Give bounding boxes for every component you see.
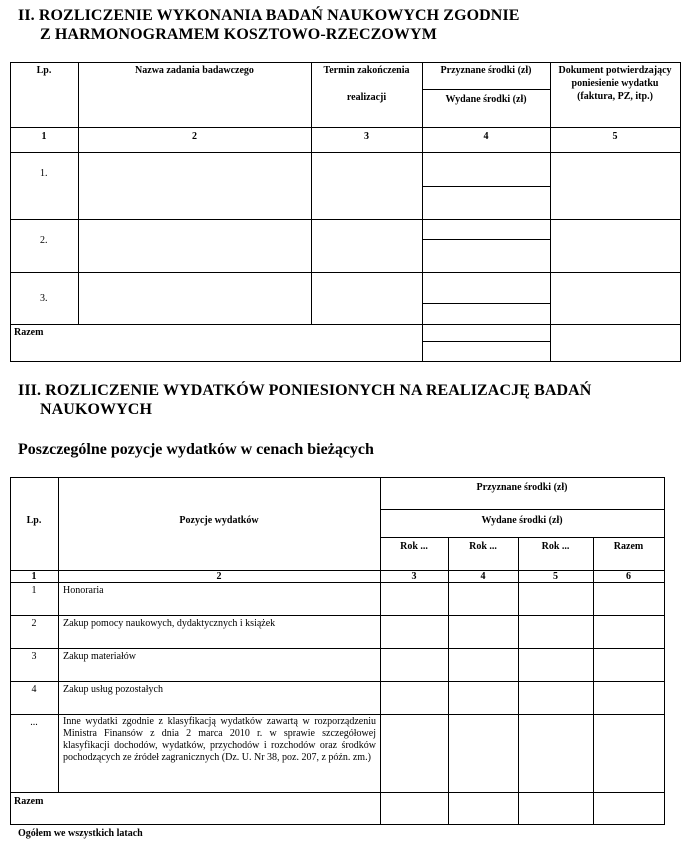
- section3-title-line2: NAUKOWYCH: [40, 401, 153, 418]
- s3-colnum: 4: [480, 571, 486, 582]
- s3-colnum: 1: [31, 571, 37, 582]
- s3-row-lp: 2: [31, 618, 37, 629]
- s3-header-year3: Rok ...: [541, 541, 570, 552]
- s3-header-granted: Przyznane środki (zł): [476, 482, 568, 493]
- s3-header-total: Razem: [613, 541, 644, 552]
- s2-colnum: 1: [41, 131, 47, 142]
- s3-header-items: Pozycje wydatków: [179, 515, 259, 526]
- s3-header-spent: Wydane środki (zł): [481, 515, 563, 526]
- section3-footer: Ogółem we wszystkich latach: [18, 828, 143, 839]
- s2-colnum: 4: [483, 131, 489, 142]
- s3-header-year2: Rok ...: [469, 541, 497, 552]
- section3-subtitle: Poszczególne pozycje wydatków w cenach bieżących: [18, 441, 374, 458]
- s2-header-granted: Przyznane środki (zł): [440, 65, 532, 76]
- s3-row-lp: ...: [30, 717, 38, 728]
- section2-title-line2: Z HARMONOGRAMEM KOSZTOWO-RZECZOWYM: [40, 26, 437, 43]
- s2-header-deadline-line2: realizacji: [346, 92, 387, 103]
- s3-row-lp: 4: [31, 684, 37, 695]
- s2-header-spent: Wydane środki (zł): [445, 94, 527, 105]
- s3-row-label: Zakup pomocy naukowych, dydaktycznych i książek: [63, 618, 276, 629]
- s3-row-label: Zakup usług pozostałych: [63, 684, 163, 695]
- s3-row-lp: 3: [31, 651, 37, 662]
- s3-header-year1: Rok ...: [400, 541, 428, 552]
- s2-colnum: 3: [364, 131, 369, 142]
- s3-colnum: 5: [553, 571, 558, 582]
- s2-colnum: 5: [612, 131, 618, 142]
- s3-row-lp: 1: [31, 585, 37, 596]
- s2-header-lp: Lp.: [36, 65, 52, 76]
- s3-colnum: 2: [216, 571, 222, 582]
- s2-total-label: Razem: [14, 327, 44, 338]
- s3-total-label: Razem: [14, 796, 44, 807]
- s2-header-name: Nazwa zadania badawczego: [135, 65, 254, 76]
- section3-title-line1: III. ROZLICZENIE WYDATKÓW PONIESIONYCH NA REALIZACJĘ BADAŃ: [18, 382, 592, 399]
- s3-row-label: Zakup materiałów: [63, 651, 137, 662]
- s2-header-deadline-line1: Termin zakończenia: [323, 65, 410, 76]
- s3-row-label: Honoraria: [63, 585, 104, 596]
- s2-row-lp: 2.: [40, 235, 48, 246]
- s3-colnum: 3: [411, 571, 417, 582]
- s3-row-label: Inne wydatki zgodnie z klasyfikacją wydatków zawartą w rozporządzeniu Ministra Finansów z dnia 2 marca 2010 r. w sprawie szczegółowej klasyfikacji dochodów, wydatków, przychodów i rozchodów oraz środków pochodzących ze źródeł zagranicznych (Dz. U. Nr 38, poz. 207, z późn. zm.): [63, 716, 376, 763]
- section2-title-line1: II. ROZLICZENIE WYKONANIA BADAŃ NAUKOWYCH ZGODNIE: [18, 7, 520, 24]
- s2-row-lp: 3.: [40, 293, 48, 304]
- s2-header-document: Dokument potwierdzający poniesienie wydatku (faktura, PZ, itp.): [558, 65, 672, 102]
- s2-colnum: 2: [192, 131, 197, 142]
- s3-header-lp: Lp.: [26, 515, 42, 526]
- s3-colnum: 6: [626, 571, 631, 582]
- s2-row-lp: 1.: [40, 168, 48, 179]
